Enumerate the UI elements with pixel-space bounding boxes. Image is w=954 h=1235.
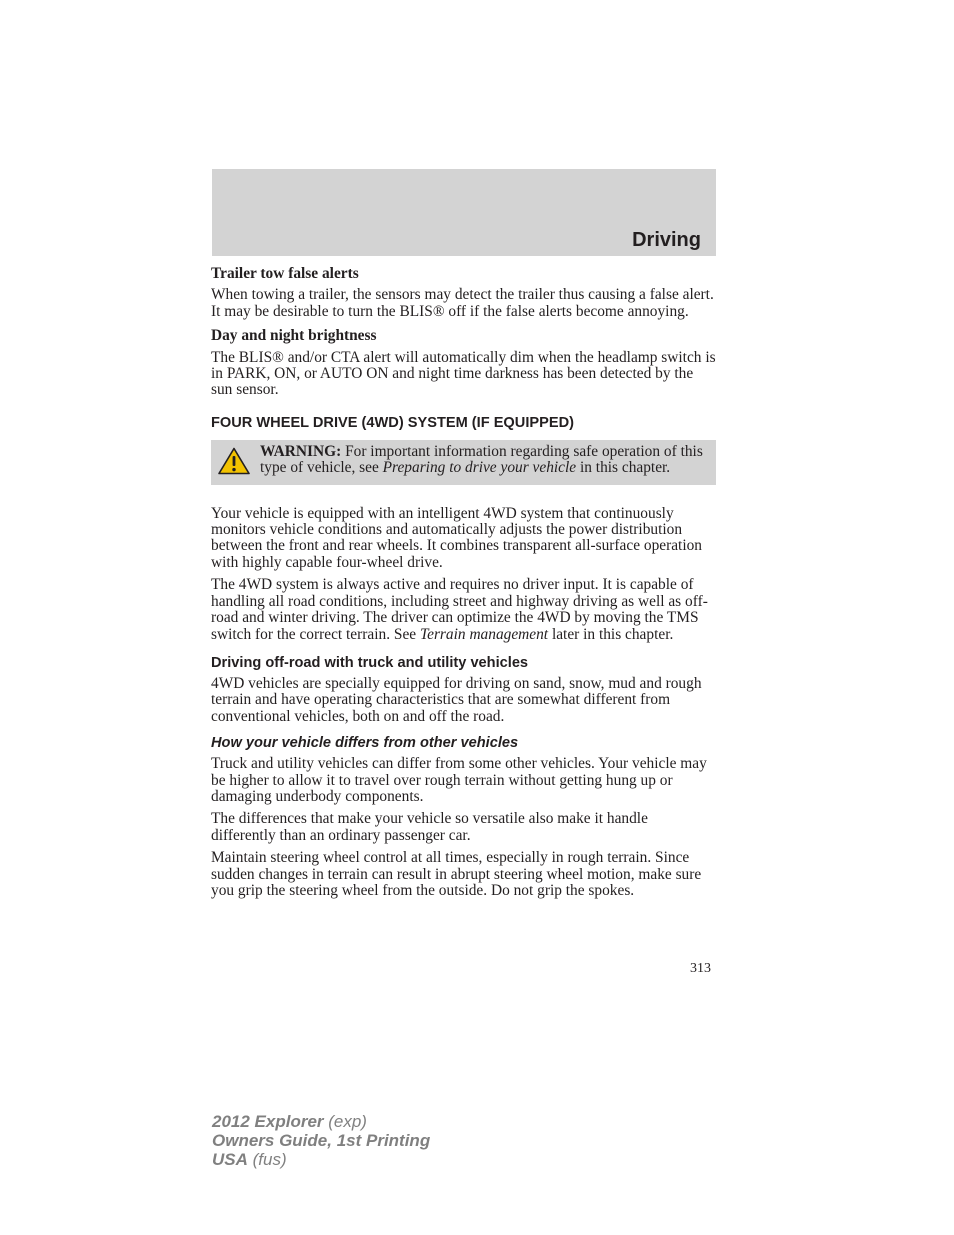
- fwd-paragraph-2-text-b: later in this chapter.: [548, 625, 674, 643]
- warning-reference: Preparing to drive your vehicle: [382, 459, 577, 477]
- footer-line-1: [212, 1112, 430, 1131]
- trailer-tow-text-2: off if the false alerts become annoying.: [444, 302, 689, 320]
- fwd-paragraph-1: Your vehicle is equipped with an intelligent 4WD system that continuously monitors vehicle conditions and automatically adjusts the power distribution between the front and rear wheels. It combines transparent all-surface operation with highly capable four-wheel drive.: [211, 504, 703, 571]
- document-footer: [212, 1112, 430, 1169]
- page-content: [211, 266, 716, 905]
- footer-market-code: (fus): [247, 1150, 287, 1169]
- brightness-paragraph: [211, 350, 716, 399]
- fwd-section-heading: FOUR WHEEL DRIVE (4WD) SYSTEM (IF EQUIPPED): [211, 414, 574, 431]
- offroad-paragraph: 4WD vehicles are specially equipped for driving on sand, snow, mud and rough terrain and have operating characteristics that are somewhat different from conventional vehicles, both on and off the road.: [211, 674, 702, 725]
- footer-model: 2012 Explorer: [212, 1112, 324, 1131]
- fwd-paragraph-2-text-a: The 4WD system is always active and requires no driver input. It is capable of handling all road conditions, including street and highway driving as well as off-road and winter driving. The driver can optimize the 4WD by moving the TMS switch for the correct terrain. See: [211, 576, 708, 643]
- differs-paragraph-2: The differences that make your vehicle so versatile also make it handle differently than an ordinary passenger car.: [211, 810, 648, 844]
- footer-market: USA: [212, 1150, 248, 1169]
- warning-label: WARNING:: [260, 442, 342, 460]
- trailer-tow-paragraph: [211, 287, 716, 320]
- warning-text-1: For important information regarding safe operation of this type of vehicle, see: [260, 442, 703, 477]
- footer-model-code: (exp): [323, 1112, 367, 1131]
- warning-box: [211, 440, 716, 485]
- terrain-management-reference: Terrain management: [419, 625, 549, 643]
- differs-paragraph-3: Maintain steering wheel control at all times, especially in rough terrain. Since sudden changes in terrain can result in abrupt steering wheel motion, make sure you grip the steering wheel from the outside. Do not grip the spokes.: [211, 849, 702, 899]
- footer-guide: Owners Guide, 1st Printing: [212, 1131, 431, 1150]
- differs-heading: How your vehicle differs from other vehicles: [211, 735, 519, 752]
- trailer-tow-text-1: When towing a trailer, the sensors may detect the trailer thus causing a false alert. It may be desirable to turn the BLIS: [211, 286, 714, 320]
- offroad-heading: Driving off-road with truck and utility vehicles: [211, 654, 529, 671]
- brightness-text-1: The BLIS: [211, 348, 273, 366]
- warning-triangle-icon: [218, 447, 250, 475]
- page-number: 313: [690, 961, 711, 976]
- registered-mark: ®: [432, 302, 445, 320]
- registered-mark: ®: [272, 348, 284, 366]
- brightness-text-2: and/or CTA alert will automatically dim when the headlamp switch is in PARK, ON, or AUTO ON and night time darkness has been detected by the sun sensor.: [211, 348, 716, 399]
- trailer-tow-heading: Trailer tow false alerts: [211, 265, 359, 282]
- footer-line-2: [212, 1131, 430, 1150]
- footer-line-3: [212, 1150, 430, 1169]
- chapter-title: Driving: [632, 229, 701, 251]
- warning-text-2: in this chapter.: [576, 459, 671, 477]
- brightness-heading: Day and night brightness: [211, 327, 377, 345]
- chapter-header-band: [212, 169, 716, 256]
- differs-paragraph-1: Truck and utility vehicles can differ from some other vehicles. Your vehicle may be higher to allow it to travel over rough terrain without getting hung up or damaging underbody components.: [211, 755, 707, 805]
- fwd-paragraph-2: [211, 577, 716, 643]
